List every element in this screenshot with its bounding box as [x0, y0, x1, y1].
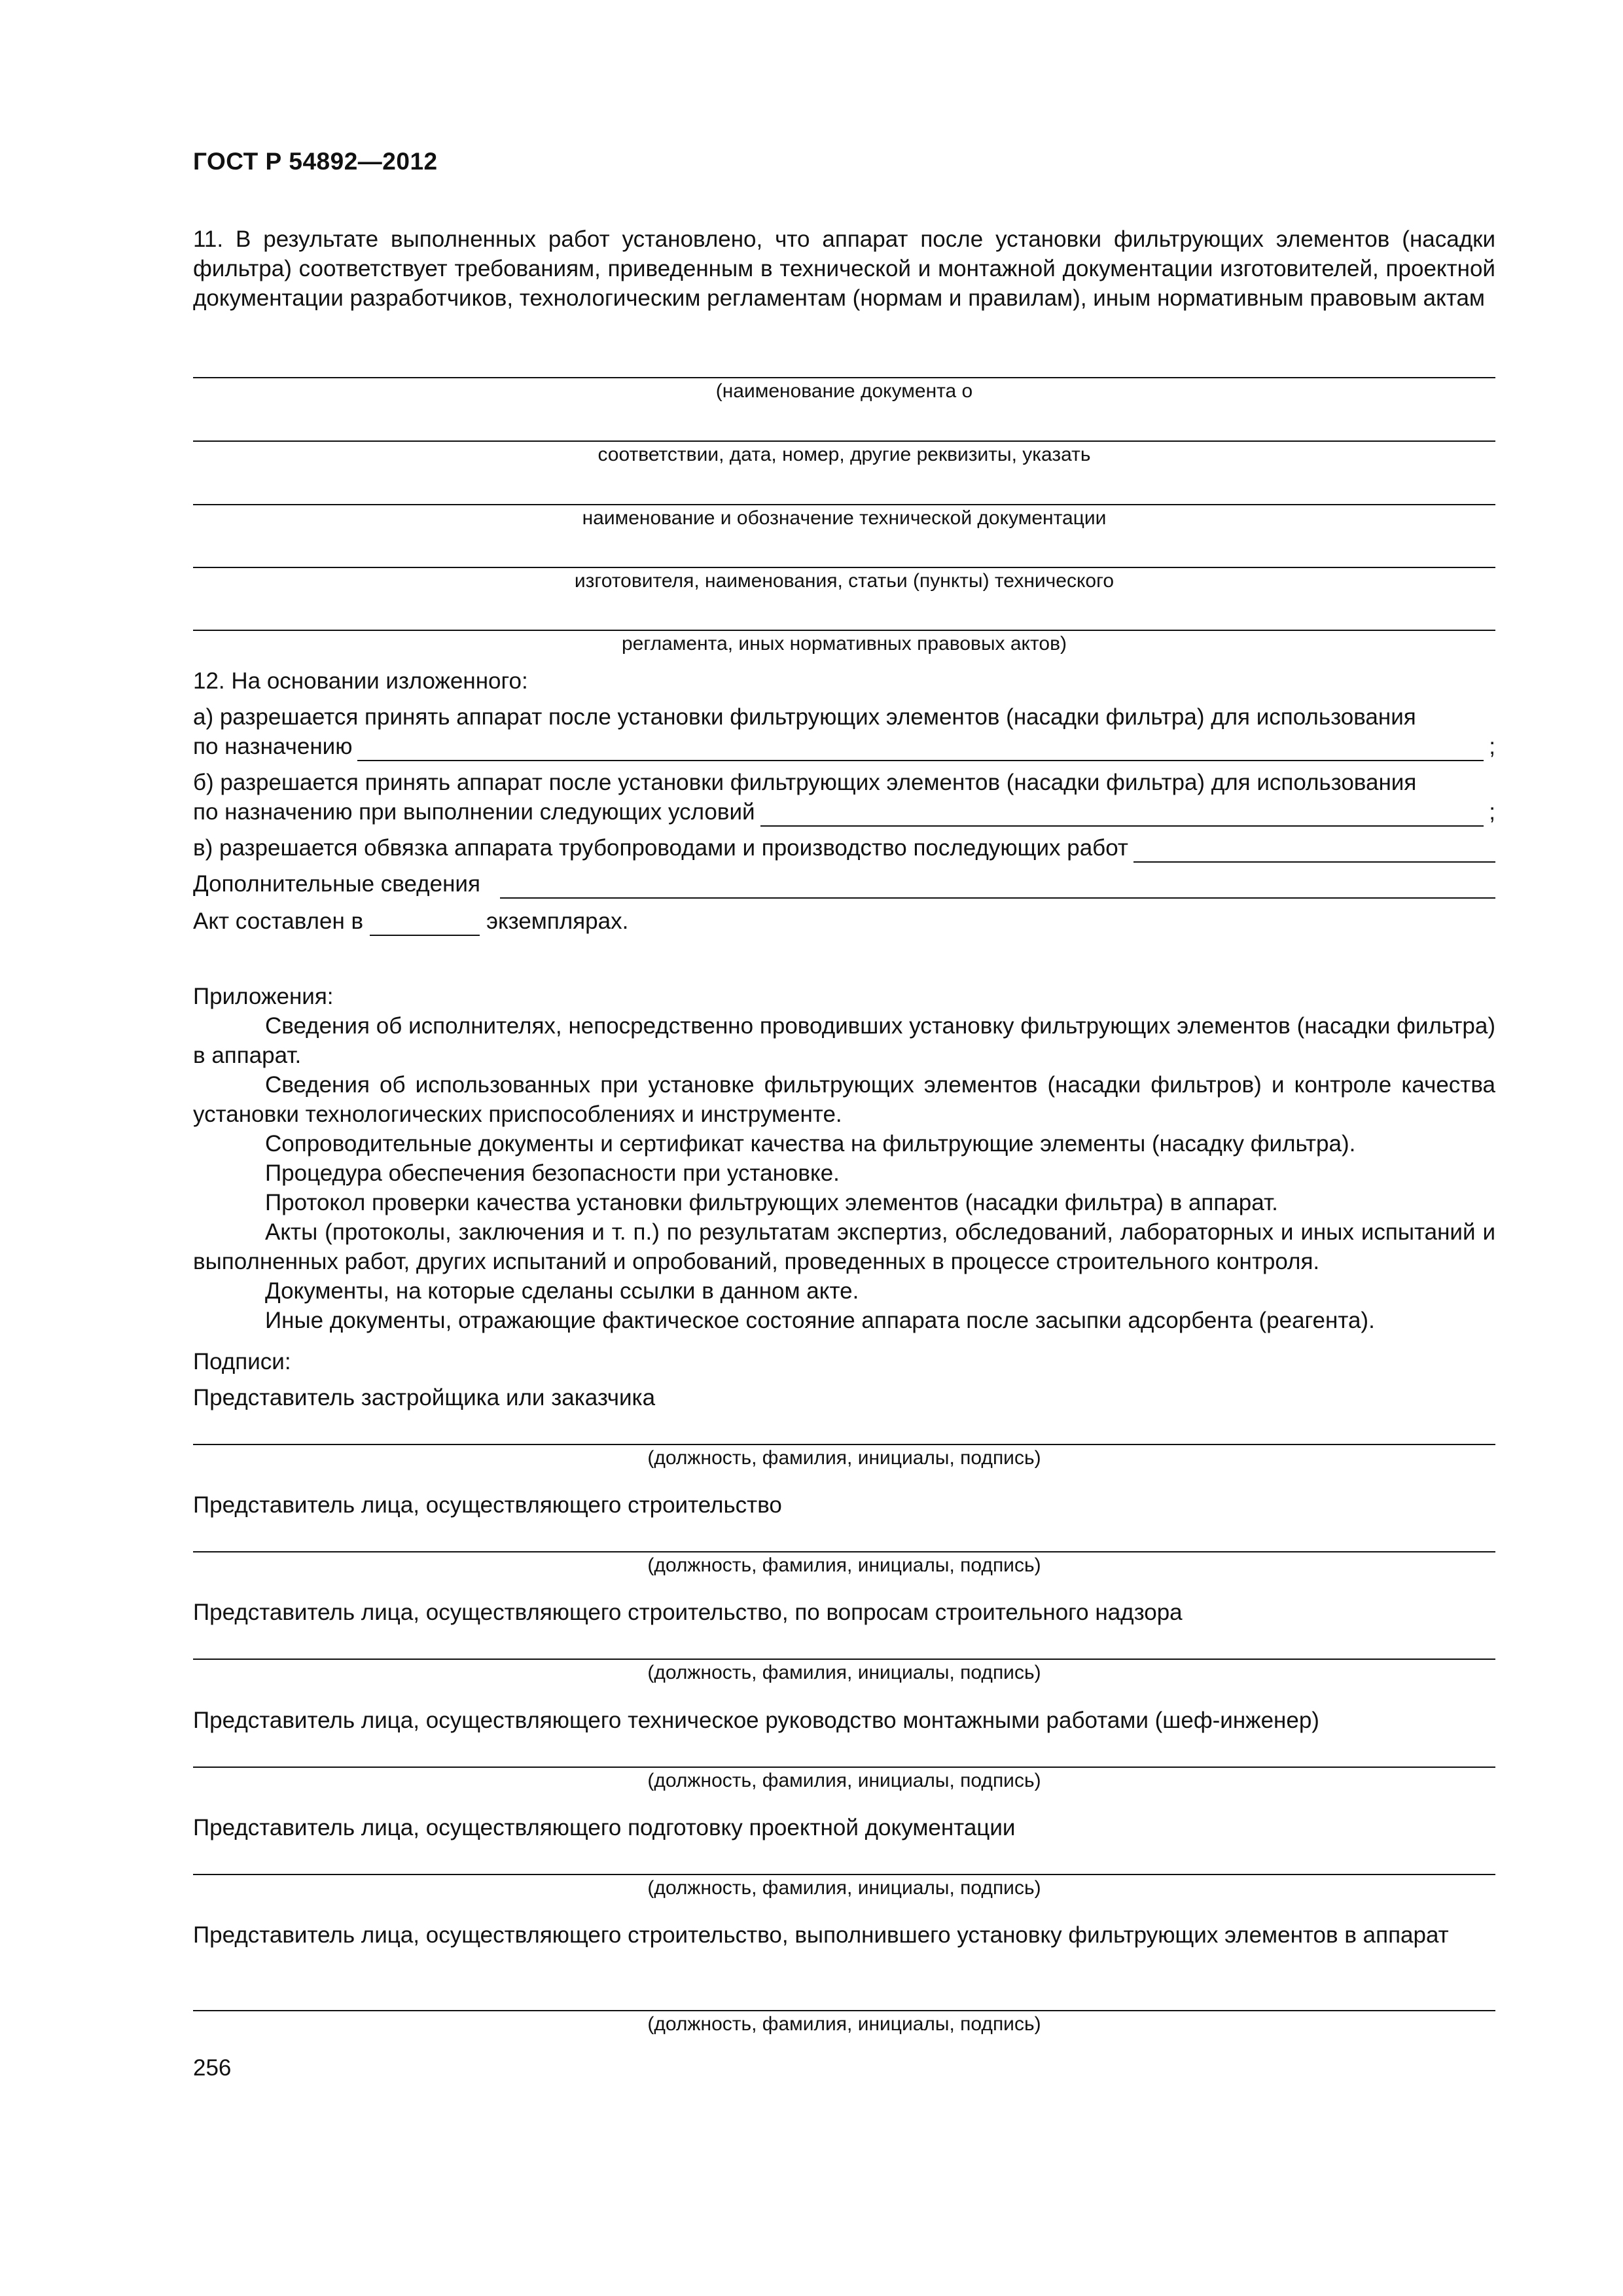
- fill-caption: изготовителя, наименования, статьи (пункты) технического: [574, 570, 1115, 592]
- copies-label: Акт составлен в: [193, 908, 364, 934]
- fill-line: [193, 377, 1495, 378]
- clause-12b-field-row: [193, 797, 1495, 827]
- clause-12a-label: по назначению: [193, 734, 353, 759]
- appendix-item: Сопроводительные документы и сертификат качества на фильтрующие элементы (насадку фильтра).: [265, 1131, 1356, 1157]
- signature-role: Представитель лица, осуществляющего техническое руководство монтажными работами (шеф-инженер): [193, 1708, 1319, 1733]
- copies-count-field[interactable]: [370, 912, 480, 936]
- signature-role: Представитель лица, осуществляющего строительство, выполнившего установку фильтрующих элементов в аппарат: [193, 1922, 1449, 1948]
- clause-12a-field[interactable]: [357, 738, 1484, 761]
- signatures-title: Подписи:: [193, 1349, 291, 1374]
- fill-line: [193, 440, 1495, 442]
- appendix-item: Протокол проверки качества установки фильтрующих элементов (насадки фильтра) в аппарат.: [265, 1190, 1278, 1215]
- signature-caption: (должность, фамилия, инициалы, подпись): [647, 1877, 1041, 1899]
- clause-12b-field[interactable]: [760, 803, 1484, 827]
- fill-caption: (наименование документа о: [715, 380, 973, 402]
- signature-line[interactable]: [193, 2010, 1495, 2011]
- signature-role: Представитель лица, осуществляющего подготовку проектной документации: [193, 1815, 1016, 1840]
- fill-line: [193, 567, 1495, 568]
- additional-info-label: Дополнительные сведения: [193, 871, 480, 897]
- clause-12a-text: а) разрешается принять аппарат после установки фильтрующих элементов (насадки фильтра) для использования: [193, 704, 1416, 730]
- clause-12a-field-row: [193, 732, 1495, 761]
- signature-caption: (должность, фамилия, инициалы, подпись): [647, 1770, 1041, 1791]
- signature-caption: (должность, фамилия, инициалы, подпись): [647, 2013, 1041, 2035]
- appendix-item: Сведения об исполнителях, непосредственно проводивших установку фильтрующих элементов (насадки фильтра) в аппарат.: [193, 1013, 1495, 1068]
- signature-line[interactable]: [193, 1444, 1495, 1445]
- semicolon: ;: [1489, 734, 1495, 759]
- signature-line[interactable]: [193, 1551, 1495, 1552]
- additional-info-row: [193, 869, 1495, 899]
- copies-row: [193, 906, 1495, 936]
- signature-role: Представитель лица, осуществляющего строительство: [193, 1492, 782, 1518]
- signature-caption: (должность, фамилия, инициалы, подпись): [647, 1554, 1041, 1576]
- fill-caption: наименование и обозначение технической документации: [582, 507, 1107, 529]
- fill-caption: соответствии, дата, номер, другие реквизиты, указать: [597, 444, 1091, 465]
- appendix-item: Сведения об использованных при установке фильтрующих элементов (насадки фильтров) и контроле качества установки технологических приспособлениях и инструменте.: [193, 1072, 1495, 1127]
- semicolon: ;: [1489, 799, 1495, 825]
- fill-line: [193, 630, 1495, 631]
- copies-suffix: экземплярах.: [486, 908, 629, 934]
- standard-header: ГОСТ Р 54892—2012: [193, 148, 438, 175]
- signature-role: Представитель застройщика или заказчика: [193, 1385, 656, 1410]
- clause-12b-text: б) разрешается принять аппарат после установки фильтрующих элементов (насадки фильтра) для использования: [193, 770, 1417, 795]
- fill-line: [193, 504, 1495, 505]
- clause-12-intro: 12. На основании изложенного:: [193, 668, 528, 694]
- additional-info-field[interactable]: [500, 875, 1495, 899]
- appendix-item: Иные документы, отражающие фактическое состояние аппарата после засыпки адсорбента (реагента).: [265, 1308, 1375, 1333]
- clause-11-text: 11. В результате выполненных работ установлено, что аппарат после установки фильтрующих элементов (насадки фильтра) соответствует требованиям, приведенным в технической и монтажной документации изготовителей, проектной документации разработчиков, технологическим регламентам (нормам и правилам), иным нормативным правовым актам: [193, 226, 1495, 311]
- clause-12c-field[interactable]: [1133, 839, 1495, 863]
- signature-caption: (должность, фамилия, инициалы, подпись): [647, 1662, 1041, 1683]
- document-page: [193, 0, 1495, 2296]
- clause-12c-label: в) разрешается обвязка аппарата трубопроводами и производство последующих работ: [193, 835, 1128, 861]
- signature-role: Представитель лица, осуществляющего строительство, по вопросам строительного надзора: [193, 1600, 1183, 1625]
- signature-line[interactable]: [193, 1659, 1495, 1660]
- fill-caption: регламента, иных нормативных правовых актов): [621, 633, 1067, 655]
- appendix-item: Документы, на которые сделаны ссылки в данном акте.: [265, 1278, 859, 1304]
- appendix-item: Процедура обеспечения безопасности при установке.: [265, 1160, 840, 1186]
- signature-line[interactable]: [193, 1874, 1495, 1875]
- clause-12b-label: по назначению при выполнении следующих условий: [193, 799, 755, 825]
- clause-12c-field-row: [193, 833, 1495, 863]
- signature-line[interactable]: [193, 1767, 1495, 1768]
- signature-caption: (должность, фамилия, инициалы, подпись): [647, 1447, 1041, 1469]
- appendix-item: Акты (протоколы, заключения и т. п.) по результатам экспертиз, обследований, лабораторных и иных испытаний и выполненных работ, других испытаний и опробований, проведенных в процессе строительного контроля.: [193, 1219, 1495, 1274]
- appendices-title: Приложения:: [193, 984, 334, 1009]
- page-number: 256: [193, 2055, 232, 2081]
